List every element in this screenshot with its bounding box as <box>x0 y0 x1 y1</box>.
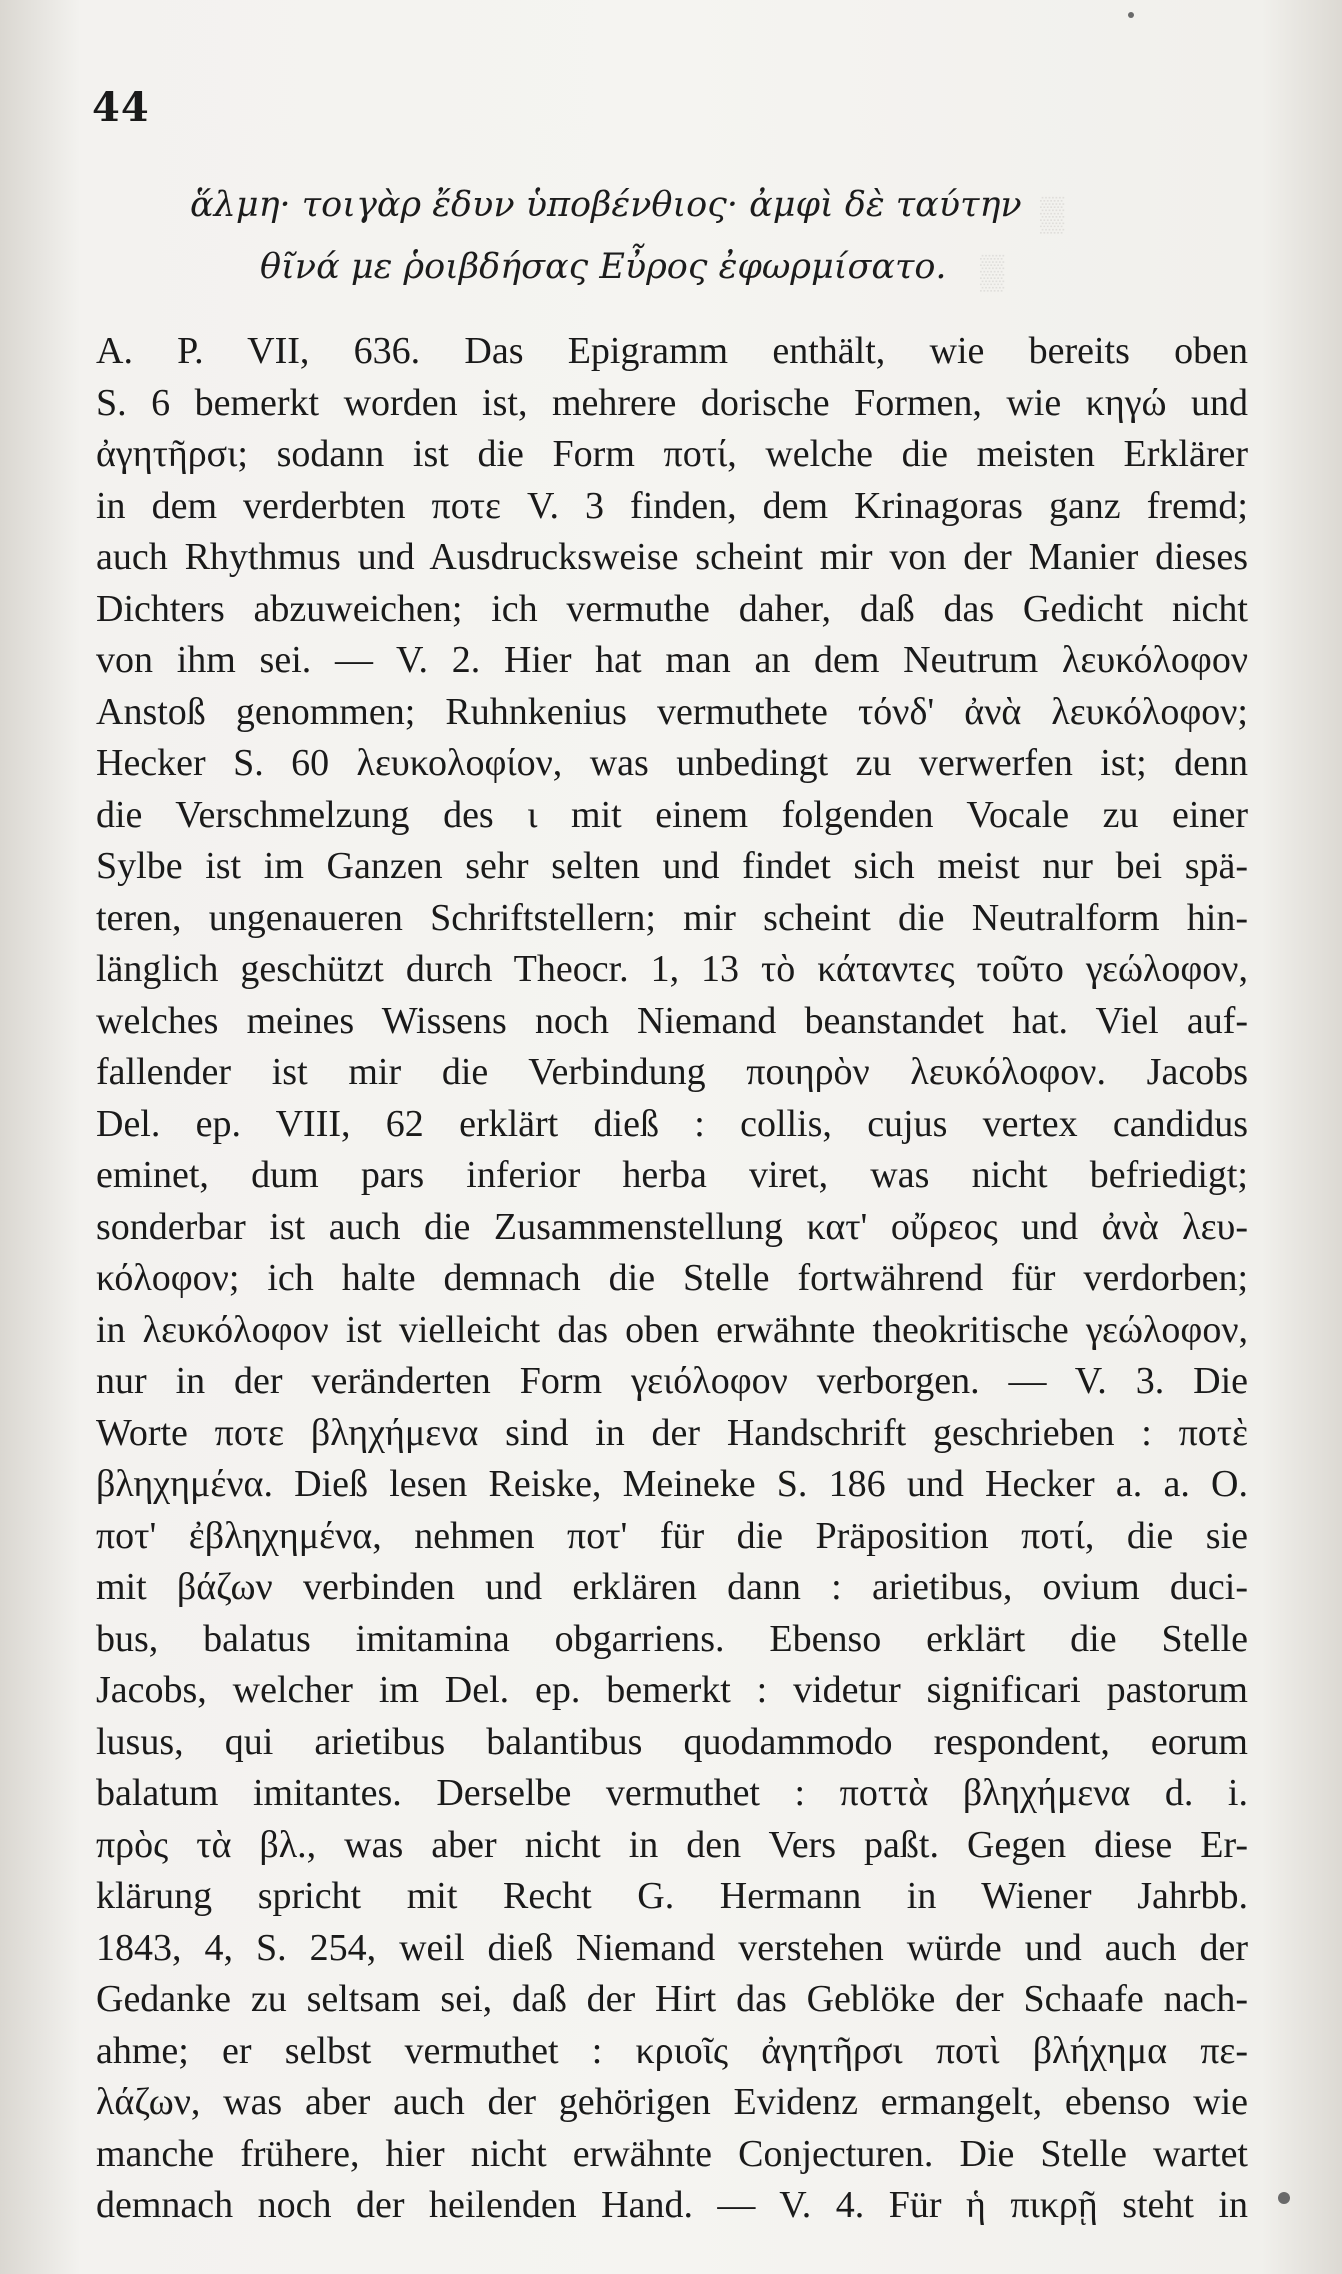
text-line: ahme; er selbst vermuthet : κριοῖς ἀγητῆρσι ποτὶ βλήχημα πε- <box>96 2029 1248 2072</box>
bleed-through-shadow: ▒ <box>980 254 1005 291</box>
text-line: teren, ungenaueren Schriftstellern; mir scheint die Neutralform hin- <box>96 896 1248 939</box>
text-line: manche frühere, hier nicht erwähnte Conjecturen. Die Stelle wartet <box>96 2132 1248 2175</box>
text-line: βληχημένα. Dieß lesen Reiske, Meineke S. 186 und Hecker a. a. O. <box>96 1463 1248 1505</box>
text-line: lusus, qui arietibus balantibus quodammodo respondent, eorum <box>96 1720 1248 1763</box>
text-line: Dichters abzuweichen; ich vermuthe daher, daß das Gedicht nicht <box>96 587 1248 630</box>
text-line: S. 6 bemerkt worden ist, mehrere dorische Formen, wie κηγώ und <box>96 381 1248 424</box>
verse-line: ἅλμη· τοιγὰρ ἔδυν ὑποβένθιος· ἀμφὶ δὲ ταύτην <box>190 185 1022 225</box>
text-line: Del. ep. VIII, 62 erklärt dieß : collis, cujus vertex candidus <box>96 1102 1248 1145</box>
text-line: ποτ' ἐβληχημένα, nehmen ποτ' für die Präposition ποτί, die sie <box>96 1514 1248 1557</box>
text-line: klärung spricht mit Recht G. Hermann in Wiener Jahrbb. <box>96 1875 1248 1917</box>
text-line: sonderbar ist auch die Zusammenstellung κατ' οὔρεος und ἀνὰ λευ- <box>96 1205 1248 1248</box>
text-line: welches meines Wissens noch Niemand beanstandet hat. Viel auf- <box>96 999 1248 1042</box>
text-line: von ihm sei. — V. 2. Hier hat man an dem Neutrum λευκόλοφον <box>96 639 1248 681</box>
ink-speck <box>1278 2192 1290 2204</box>
bleed-through-shadow: ▒ <box>1040 196 1065 233</box>
text-line: balatum imitantes. Derselbe vermuthet : ποττὰ βληχήμενα d. i. <box>96 1772 1248 1814</box>
page-number: 44 <box>92 84 150 131</box>
text-line: Gedanke zu seltsam sei, daß der Hirt das Geblöke der Schaafe nach- <box>96 1978 1248 2020</box>
ink-speck <box>1128 12 1134 18</box>
text-line: Jacobs, welcher im Del. ep. bemerkt : videtur significari pastorum <box>96 1669 1248 1711</box>
text-line: mit βάζων verbinden und erklären dann : arietibus, ovium duci- <box>96 1566 1248 1608</box>
text-line: auch Rhythmus und Ausdrucksweise scheint mir von der Manier dieses <box>96 536 1248 578</box>
verse-line: θῖνά με ῥοιβδήσας Εὖρος ἐφωρμίσατο. <box>260 247 947 287</box>
text-line: fallender ist mir die Verbindung ποιηρὸν λευκόλοφον. Jacobs <box>96 1051 1248 1093</box>
greek-verse <box>190 174 1240 298</box>
text-line: eminet, dum pars inferior herba viret, was nicht befriedigt; <box>96 1154 1248 1196</box>
text-line: Worte ποτε βληχήμενα sind in der Handschrift geschrieben : ποτὲ <box>96 1411 1248 1454</box>
text-line: Hecker S. 60 λευκολοφίον, was unbedingt zu verwerfen ist; denn <box>96 742 1248 784</box>
text-line: ἀγητῆρσι; sodann ist die Form ποτί, welche die meisten Erklärer <box>96 433 1248 475</box>
commentary-text <box>96 326 1248 2232</box>
text-line: in dem verderbten ποτε V. 3 finden, dem Krinagoras ganz fremd; <box>96 484 1248 527</box>
text-line: Sylbe ist im Ganzen sehr selten und findet sich meist nur bei spä- <box>96 845 1248 887</box>
text-line: λάζων, was aber auch der gehörigen Evidenz ermangelt, ebenso wie <box>96 2081 1248 2123</box>
text-line: πρὸς τὰ βλ., was aber nicht in den Vers paßt. Gegen diese Er- <box>96 1823 1248 1866</box>
text-line: A. P. VII, 636. Das Epigramm enthält, wie bereits oben <box>96 330 1248 372</box>
text-line: demnach noch der heilenden Hand. — V. 4. Für ἡ πικρῇ steht in <box>96 2184 1248 2226</box>
text-line: bus, balatus imitamina obgarriens. Ebenso erklärt die Stelle <box>96 1617 1248 1660</box>
text-line: länglich geschützt durch Theocr. 1, 13 τὸ κάταντες τοῦτο γεώλοφον, <box>96 948 1248 990</box>
text-line: in λευκόλοφον ist vielleicht das oben erwähnte theokritische γεώλοφον, <box>96 1308 1248 1351</box>
text-line: κόλοφον; ich halte demnach die Stelle fortwährend für verdorben; <box>96 1257 1248 1299</box>
text-line: nur in der veränderten Form γειόλοφον verborgen. — V. 3. Die <box>96 1360 1248 1402</box>
text-line: 1843, 4, S. 254, weil dieß Niemand verstehen würde und auch der <box>96 1926 1248 1969</box>
text-line: die Verschmelzung des ι mit einem folgenden Vocale zu einer <box>96 793 1248 836</box>
text-line: Anstoß genommen; Ruhnkenius vermuthete τόνδ' ἀνὰ λευκόλοφον; <box>96 690 1248 733</box>
